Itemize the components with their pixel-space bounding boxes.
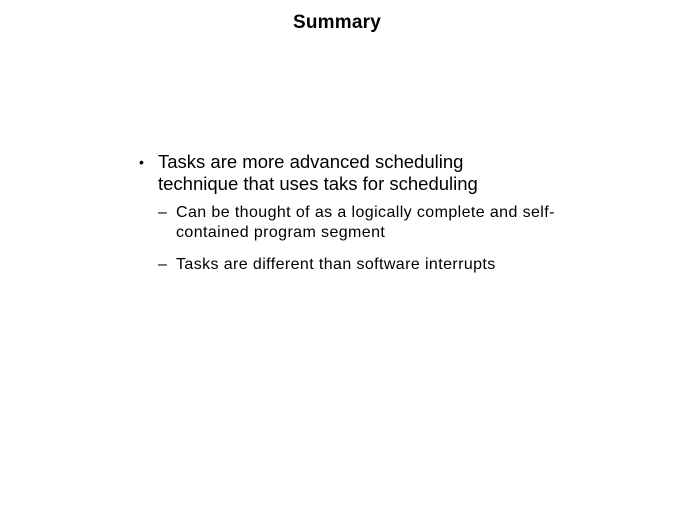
sub-bullet-text: Can be thought of as a logically complete and self-contained program segment xyxy=(176,204,555,241)
bullet-item xyxy=(139,151,619,195)
sub-bullet-marker: – xyxy=(158,256,167,273)
sub-bullet-marker: – xyxy=(158,204,167,221)
slide-title: Summary xyxy=(293,12,381,33)
sub-bullet-item xyxy=(158,203,619,243)
sub-bullet-item xyxy=(158,255,619,275)
slide-content xyxy=(139,151,619,287)
bullet-marker: • xyxy=(139,154,144,170)
sub-bullet-list xyxy=(139,203,619,275)
bullet-text: Tasks are more advanced scheduling technique that uses taks for scheduling xyxy=(158,151,478,194)
sub-bullet-text: Tasks are different than software interrupts xyxy=(176,256,496,273)
